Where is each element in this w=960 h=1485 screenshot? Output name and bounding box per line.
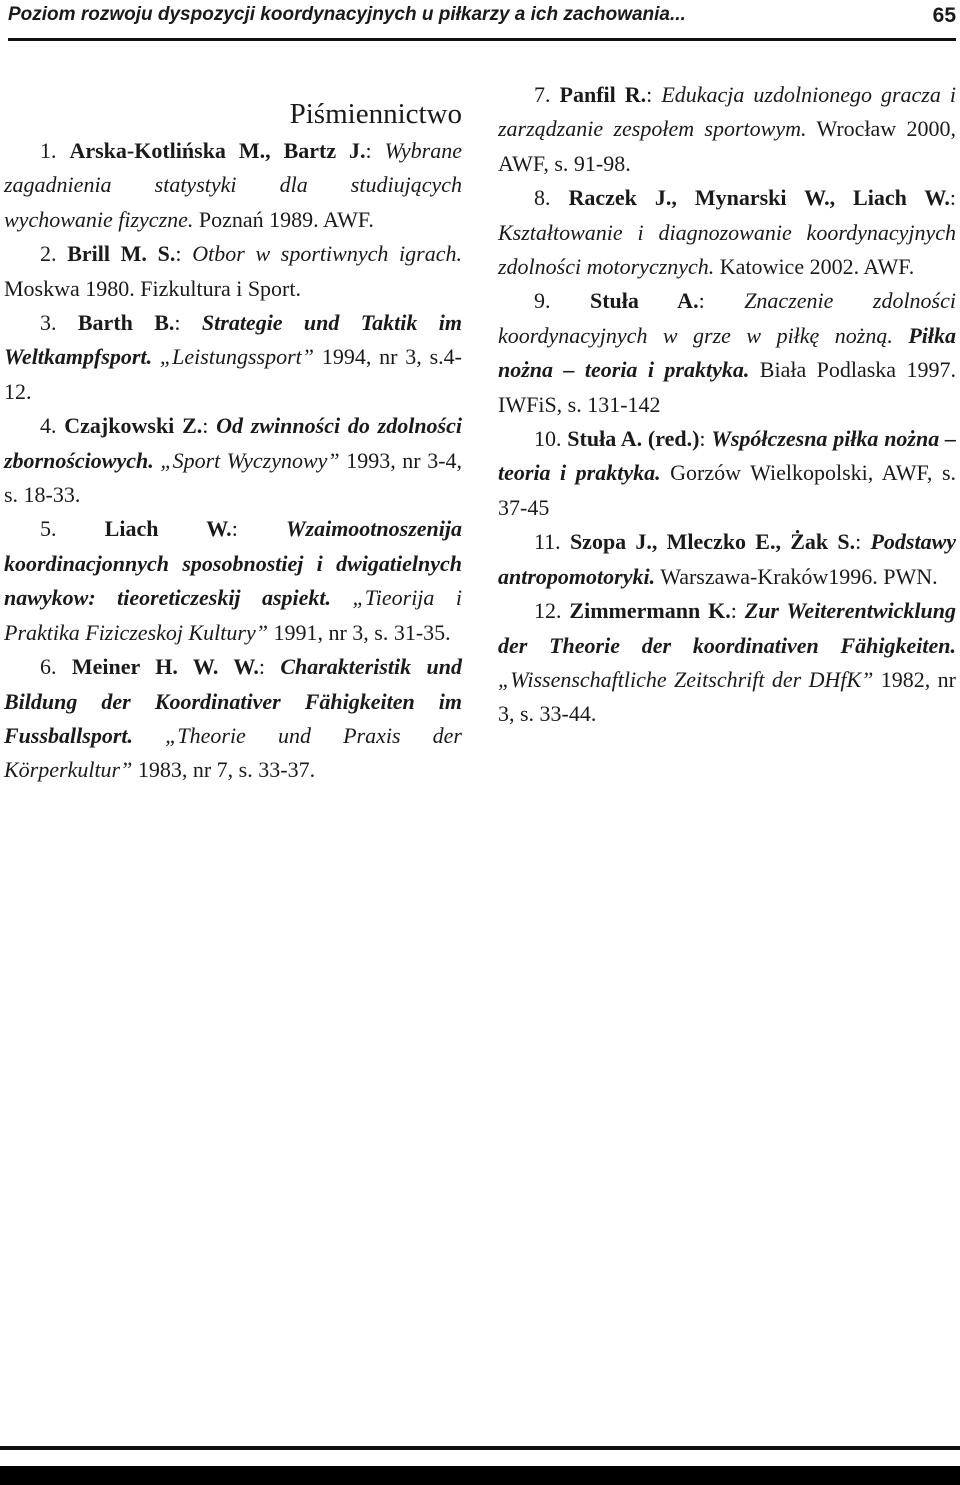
reference-author: Brill M. S. xyxy=(67,241,176,267)
reference-details: 1993, nr 3-4, s. 18-33. xyxy=(4,447,463,508)
reference-title: Zur Weiterentwicklung der Theorie der koordinativen Fähigkeiten. xyxy=(498,598,956,658)
page-number: 65 xyxy=(932,4,956,27)
reference-title: Wybrane zagadnienia statystyki dla studiujących wychowanie fizyczne. xyxy=(4,138,463,232)
reference-author: Stuła A. (red.) xyxy=(567,426,700,452)
reference-title: Kształtowanie i diagnozowanie koordynacyjnych zdolności motorycznych. xyxy=(498,219,956,280)
footer-bar xyxy=(0,1466,960,1485)
reference-item: 6. Meiner H. W. W.: Charakteristik und Bildung der Koordinativer Fähigkeiten im Fussballsport. „Theorie und Praxis der Körperkultur” 1983, nr 7, s. 33-37. xyxy=(4,654,462,783)
reference-item: 5. Liach W.: Wzaimootnoszenija koordinacjonnych sposobnostiej i dwigatielnych nawykow: tieoreticzeskij aspiekt. „Tieorija i Praktika Fiziczeskoj Kultury” 1991, nr 3, s. 31-35. xyxy=(4,516,462,645)
reference-author: Stuła A. xyxy=(590,288,699,314)
reference-details: Warszawa-Kraków1996. PWN. xyxy=(660,563,938,589)
reference-title: Otbor w sportiwnych igrach. xyxy=(192,241,462,267)
reference-title: Wzaimootnoszenija koordinacjonnych sposobnostiej i dwigatielnych nawykow: tieoreticzeskij aspiekt. xyxy=(4,516,462,611)
reference-journal: „Theorie und Praxis der Körperkultur” xyxy=(4,722,462,783)
reference-details: Katowice 2002. AWF. xyxy=(719,254,915,280)
reference-author: Panfil R. xyxy=(559,82,647,107)
reference-title: Od zwinności do zdolności zbornościowych. xyxy=(4,413,462,473)
reference-author: Arska-Kotlińska M., Bartz J. xyxy=(69,138,366,163)
header-rule xyxy=(8,38,956,41)
reference-title: Znaczenie zdolności koordynacyjnych w grze w piłkę nożną. xyxy=(498,288,956,348)
section-title: Piśmiennictwo xyxy=(289,98,462,130)
reference-item: 2. Brill M. S.: Otbor w sportiwnych igrach. Moskwa 1980. Fizkultura i Sport. xyxy=(4,241,462,301)
reference-title: Strategie und Taktik im Weltkampfsport. xyxy=(4,310,462,370)
reference-details: 1982, nr 3, s. 33-44. xyxy=(498,666,956,727)
reference-author: Liach W. xyxy=(104,516,232,542)
reference-journal: „Tieorija i Praktika Fiziczeskoj Kultury” xyxy=(4,585,462,645)
reference-item: 1. Arska-Kotlińska M., Bartz J.: Wybrane zagadnienia statystyki dla studiujących wychowanie fizyczne. Poznań 1989. AWF. xyxy=(4,138,463,232)
reference-details: 1994, nr 3, s.4-12. xyxy=(4,344,463,404)
reference-details: Moskwa 1980. Fizkultura i Sport. xyxy=(4,275,301,301)
reference-item: 9. Stuła A.: Znaczenie zdolności koordynacyjnych w grze w piłkę nożną. Piłka nożna – teoria i praktyka. Biała Podlaska 1997. IWFiS, s. 131-142 xyxy=(498,288,957,417)
reference-author: Zimmermann K. xyxy=(569,598,731,624)
footer-rule xyxy=(0,1446,960,1450)
reference-details: Biała Podlaska 1997. IWFiS, s. 131-142 xyxy=(498,357,957,417)
reference-title: Charakteristik und Bildung der Koordinativer Fähigkeiten im Fussballsport. xyxy=(4,654,462,748)
running-header xyxy=(8,4,956,28)
reference-item: 4. Czajkowski Z.: Od zwinności do zdolności zbornościowych. „Sport Wyczynowy” 1993, nr 3-4, s. 18-33. xyxy=(4,413,463,508)
reference-author: Czajkowski Z. xyxy=(64,413,203,439)
reference-details: Wrocław 2000, AWF, s. 91-98. xyxy=(498,116,957,176)
reference-journal: „Leistungssport” xyxy=(159,344,314,370)
reference-details: 1983, nr 7, s. 33-37. xyxy=(137,757,316,783)
reference-item: 12. Zimmermann K.: Zur Weiterentwicklung der Theorie der koordinativen Fähigkeiten. „Wissenschaftliche Zeitschrift der DHfK” 1982, nr 3, s. 33-44. xyxy=(498,598,956,727)
reference-author: Raczek J., Mynarski W., Liach W. xyxy=(568,185,950,211)
reference-author: Szopa J., Mleczko E., Żak S. xyxy=(569,529,856,555)
reference-item: 11. Szopa J., Mleczko E., Żak S.: Podstawy antropomotoryki. Warszawa-Kraków1996. PWN. xyxy=(498,529,957,589)
reference-item: 10. Stuła A. (red.): Współczesna piłka nożna – teoria i praktyka. Gorzów Wielkopolski, AWF, s. 37-45 xyxy=(498,426,957,520)
reference-details: Poznań 1989. AWF. xyxy=(198,206,374,232)
reference-author: Barth B. xyxy=(77,310,175,336)
reference-journal: Piłka nożna – teoria i praktyka. xyxy=(498,322,957,383)
reference-item: 8. Raczek J., Mynarski W., Liach W.: Kształtowanie i diagnozowanie koordynacyjnych zdolności motorycznych. Katowice 2002. AWF. xyxy=(498,185,957,280)
reference-author: Meiner H. W. W. xyxy=(71,654,259,680)
reference-title: Współczesna piłka nożna – teoria i praktyka. xyxy=(498,426,956,486)
left-column xyxy=(4,78,462,788)
reference-details: Gorzów Wielkopolski, AWF, s. 37-45 xyxy=(498,460,957,520)
reference-item: 3. Barth B.: Strategie und Taktik im Weltkampfsport. „Leistungssport” 1994, nr 3, s.4-12. xyxy=(4,310,463,404)
reference-title: Podstawy antropomotoryki. xyxy=(498,529,957,589)
reference-title: Edukacja uzdolnionego gracza i zarządzanie zespołem sportowym. xyxy=(498,82,956,142)
reference-details: 1991, nr 3, s. 31-35. xyxy=(273,619,451,645)
reference-item: 7. Panfil R.: Edukacja uzdolnionego gracza i zarządzanie zespołem sportowym. Wrocław 2000, AWF, s. 91-98. xyxy=(498,82,957,176)
reference-journal: „Sport Wyczynowy” xyxy=(160,447,340,473)
right-column xyxy=(498,78,956,732)
reference-journal: „Wissenschaftliche Zeitschrift der DHfK” xyxy=(498,666,874,692)
running-title: Poziom rozwoju dyspozycji koordynacyjnych u piłkarzy a ich zachowania... xyxy=(8,4,686,25)
